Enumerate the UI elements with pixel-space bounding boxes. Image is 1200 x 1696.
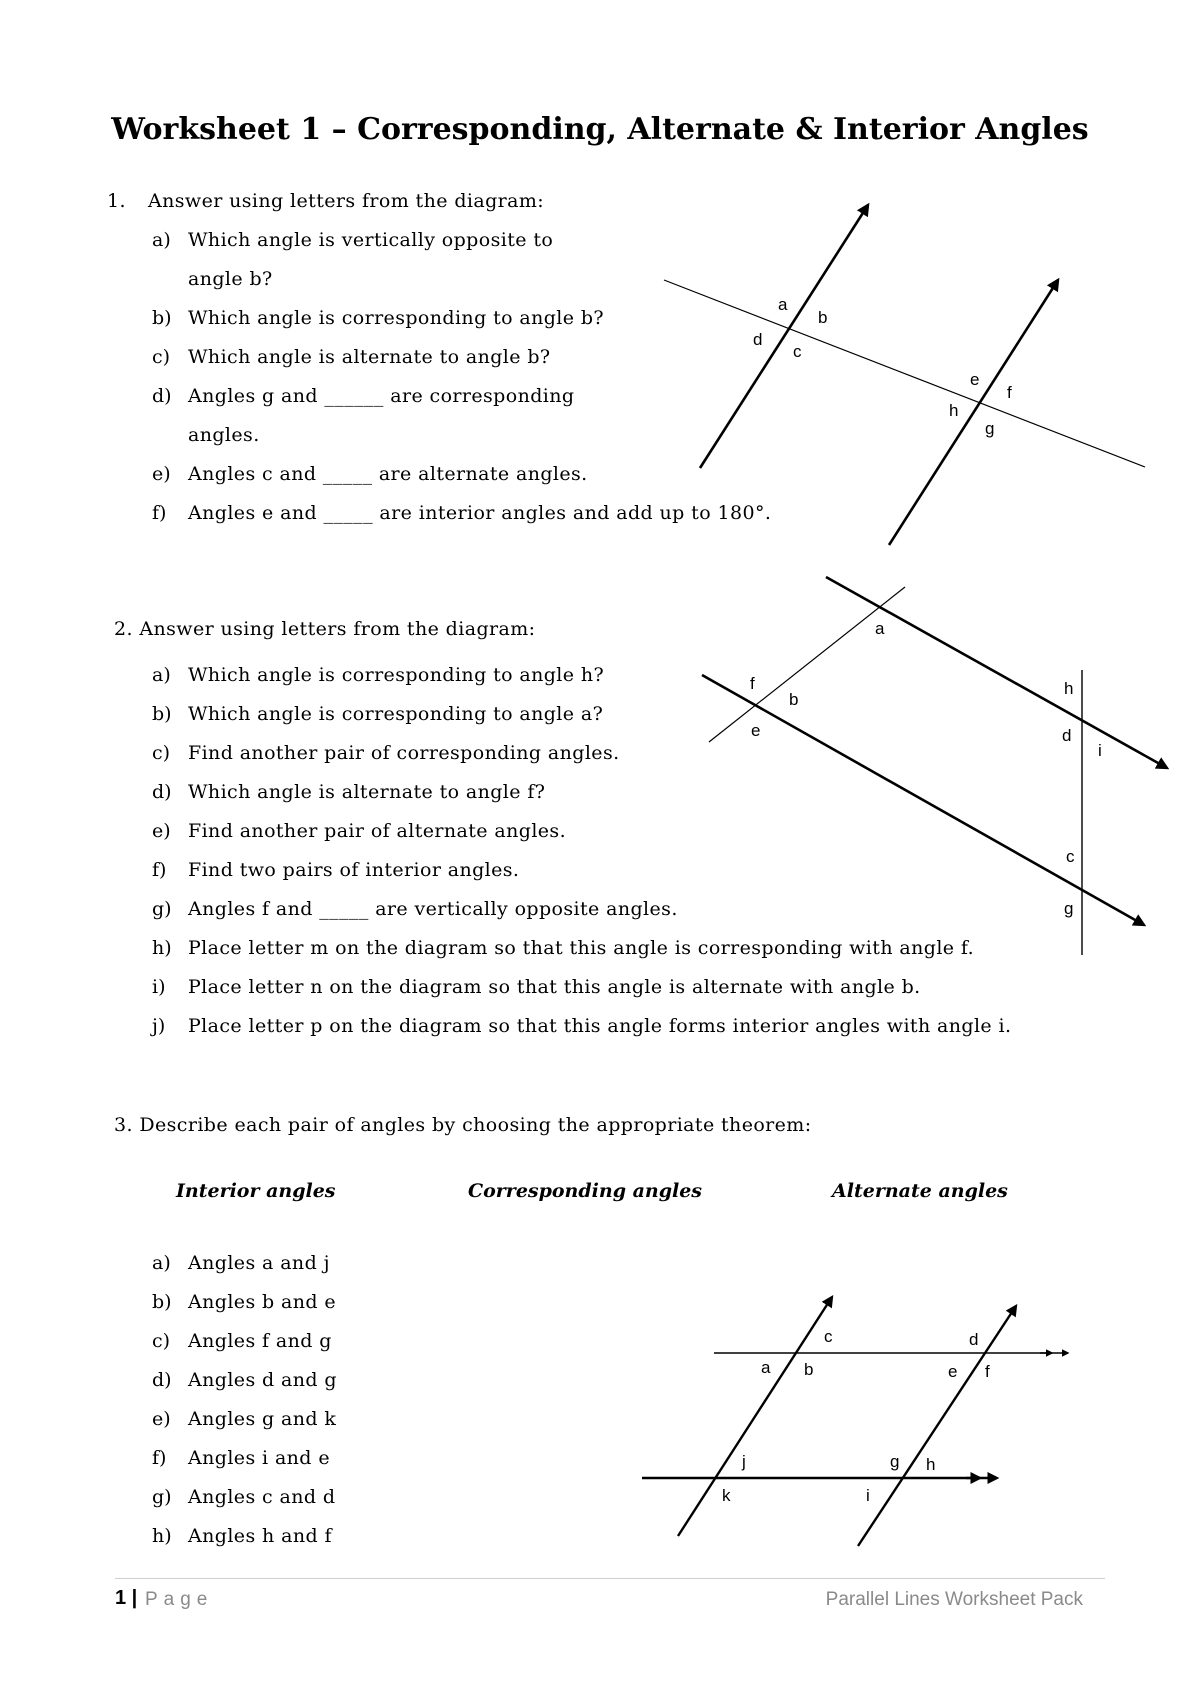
q1f-text: Angles e and _____ are interior angles and add up to 180°.	[188, 502, 772, 524]
q1-label-e: e	[970, 370, 980, 389]
q2-label-c: c	[1066, 847, 1075, 866]
q2h-label: h)	[152, 937, 172, 959]
q3d-label: d)	[152, 1369, 172, 1391]
q1-parallel-line-right	[889, 280, 1058, 545]
q1-label-f: f	[1007, 383, 1012, 402]
q3e-text: Angles g and k	[188, 1408, 337, 1430]
q3c-label: c)	[152, 1330, 171, 1352]
q3-prompt: 3. Describe each pair of angles by choosing the appropriate theorem:	[114, 1114, 812, 1136]
q2-parallel-line-top	[826, 577, 1167, 768]
q1-label-h: h	[949, 401, 959, 420]
q3e-label: e)	[152, 1408, 171, 1430]
q3-label-b: b	[804, 1360, 814, 1379]
q2-parallel-line-bottom	[702, 675, 1144, 925]
q3-label-d: d	[969, 1330, 979, 1349]
q1-label-g: g	[985, 419, 995, 438]
q1a-text-cont: angle b?	[188, 268, 273, 290]
q2i-label: i)	[152, 976, 166, 998]
q1a-label: a)	[152, 229, 171, 251]
q2c-label: c)	[152, 742, 171, 764]
q3c-text: Angles f and g	[188, 1330, 332, 1352]
q3-label-f: f	[985, 1362, 990, 1381]
q3h-text: Angles h and f	[188, 1525, 332, 1547]
q2-label-d: d	[1062, 726, 1072, 745]
q3-label-e: e	[948, 1362, 958, 1381]
q3f-text: Angles i and e	[188, 1447, 330, 1469]
q3g-text: Angles c and d	[188, 1486, 336, 1508]
q1-number: 1.	[107, 190, 126, 212]
q3-label-a: a	[761, 1358, 771, 1377]
q1b-label: b)	[152, 307, 172, 329]
q2-label-g: g	[1064, 899, 1074, 918]
q2b-label: b)	[152, 703, 172, 725]
q3-label-k: k	[722, 1486, 731, 1505]
q3d-text: Angles d and g	[188, 1369, 337, 1391]
q1-prompt: Answer using letters from the diagram:	[148, 190, 545, 212]
q2f-text: Find two pairs of interior angles.	[188, 859, 520, 881]
q1e-label: e)	[152, 463, 171, 485]
q3-header-alternate: Alternate angles	[832, 1180, 1008, 1202]
footer-pack-title: Parallel Lines Worksheet Pack	[825, 1589, 1083, 1610]
q2-prompt: 2. Answer using letters from the diagram:	[114, 618, 536, 640]
q1-label-d: d	[753, 330, 763, 349]
q2-label-i: i	[1098, 741, 1102, 760]
q1d-label: d)	[152, 385, 172, 407]
q2-label-f: f	[750, 674, 755, 693]
q1c-label: c)	[152, 346, 171, 368]
footer-page-number: 1 |	[115, 1587, 138, 1609]
q1-label-b: b	[818, 308, 828, 327]
q2i-text: Place letter n on the diagram so that this angle is alternate with angle b.	[188, 976, 921, 998]
q1c-text: Which angle is alternate to angle b?	[188, 346, 551, 368]
q3-transversal-right	[858, 1306, 1016, 1546]
q2-label-e: e	[751, 721, 761, 740]
q1e-text: Angles c and _____ are alternate angles.	[188, 463, 588, 485]
q3-header-corresponding: Corresponding angles	[468, 1180, 703, 1202]
q2g-text: Angles f and _____ are vertically opposite angles.	[188, 898, 678, 920]
q2j-text: Place letter p on the diagram so that this angle forms interior angles with angle i.	[188, 1015, 1012, 1037]
q2c-text: Find another pair of corresponding angles.	[188, 742, 620, 764]
q3g-label: g)	[152, 1486, 172, 1508]
q2e-text: Find another pair of alternate angles.	[188, 820, 567, 842]
q3-label-i: i	[866, 1486, 870, 1505]
q2-label-b: b	[789, 690, 799, 709]
footer-divider	[115, 1578, 1105, 1579]
q1-label-c: c	[793, 342, 802, 361]
q2h-text: Place letter m on the diagram so that this angle is corresponding with angle f.	[188, 937, 975, 959]
q1-transversal-line	[664, 280, 1145, 467]
q2e-label: e)	[152, 820, 171, 842]
q3a-text: Angles a and j	[188, 1252, 330, 1274]
q3-label-j: j	[742, 1452, 746, 1471]
q2-label-h: h	[1064, 679, 1074, 698]
q3a-label: a)	[152, 1252, 171, 1274]
q1d-text-cont: angles.	[188, 424, 260, 446]
q2f-label: f)	[152, 859, 167, 881]
q2a-label: a)	[152, 664, 171, 686]
footer-page-word: Page	[145, 1589, 214, 1610]
q1f-label: f)	[152, 502, 167, 524]
q1a-text: Which angle is vertically opposite to	[188, 229, 554, 251]
q3-label-g: g	[890, 1452, 900, 1471]
q2-thin-transversal	[709, 587, 905, 742]
q3f-label: f)	[152, 1447, 167, 1469]
q3b-label: b)	[152, 1291, 172, 1313]
q3-header-interior: Interior angles	[176, 1180, 336, 1202]
q2-label-a: a	[875, 619, 885, 638]
q3-transversal-left	[678, 1297, 832, 1536]
q1d-text: Angles g and ______ are corresponding	[188, 385, 575, 407]
worksheet-title: Worksheet 1 – Corresponding, Alternate & Interior Angles	[111, 112, 1089, 147]
q2b-text: Which angle is corresponding to angle a?	[188, 703, 604, 725]
q3-label-c: c	[824, 1327, 833, 1346]
q3h-label: h)	[152, 1525, 172, 1547]
q1-label-a: a	[778, 295, 788, 314]
q2d-label: d)	[152, 781, 172, 803]
q2d-text: Which angle is alternate to angle f?	[188, 781, 546, 803]
q1-parallel-line-left	[700, 205, 868, 468]
q2g-label: g)	[152, 898, 172, 920]
q3b-text: Angles b and e	[188, 1291, 337, 1313]
q2a-text: Which angle is corresponding to angle h?	[188, 664, 605, 686]
q1b-text: Which angle is corresponding to angle b?	[188, 307, 605, 329]
q2j-label: j)	[152, 1015, 166, 1037]
q3-label-h: h	[926, 1455, 936, 1474]
